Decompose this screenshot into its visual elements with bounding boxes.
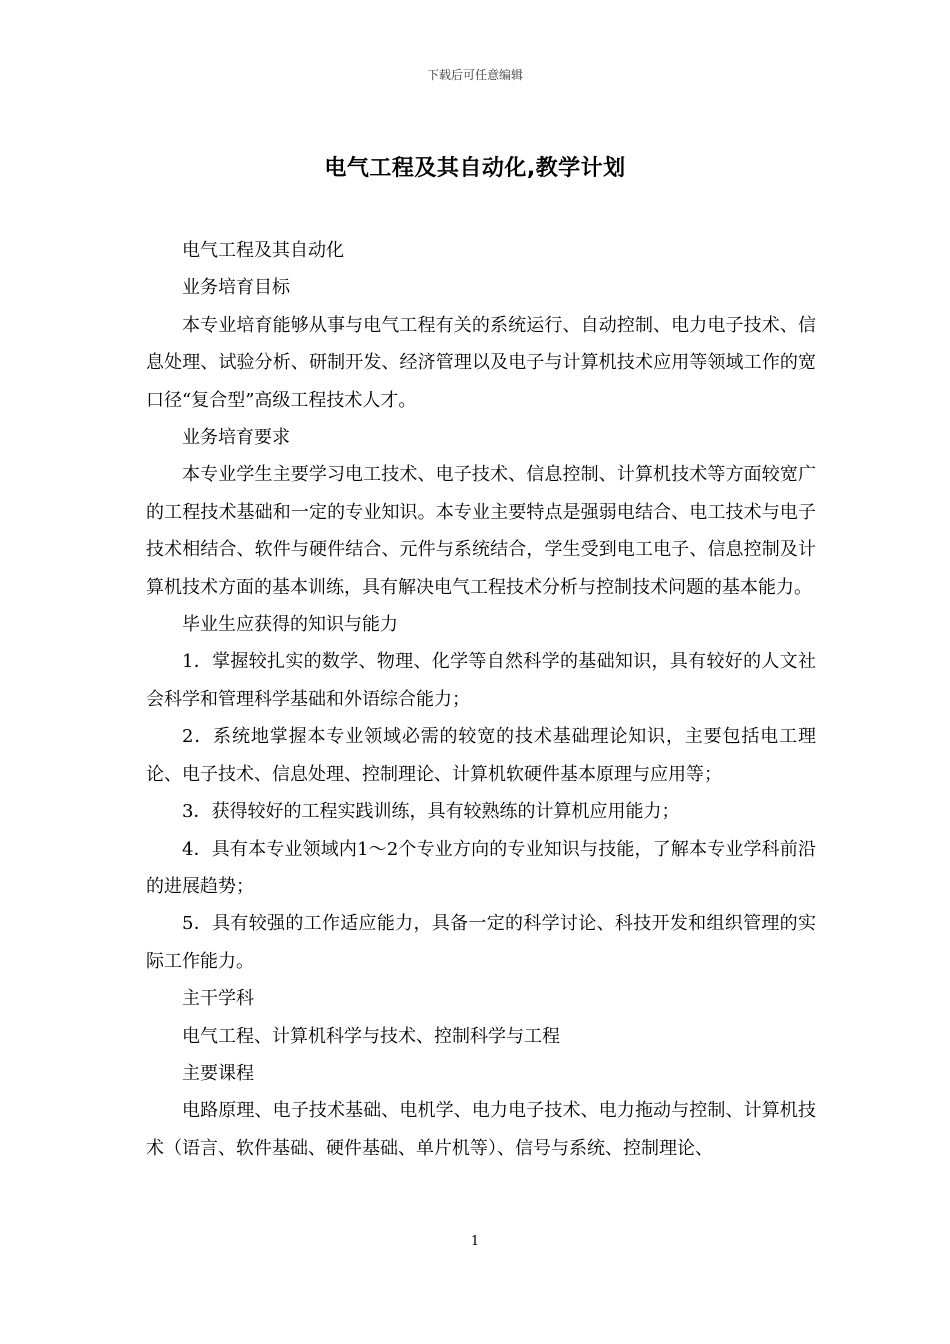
heading-training-requirements: 业务培育要求: [182, 427, 290, 449]
ability-item-3: 3．获得较好的工程实践训练，具有较熟练的计算机应用能力；: [182, 801, 680, 823]
paragraph-main-disciplines: 电气工程、计算机科学与技术、控制科学与工程: [182, 1025, 560, 1047]
paragraph-major-name: 电气工程及其自动化: [182, 240, 344, 261]
heading-graduate-abilities: 毕业生应获得的知识与能力: [182, 614, 398, 636]
page-header: 下载后可任意编辑: [426, 68, 523, 82]
paragraph-training-requirements: 本专业学生主要学习电工技术、电子技术、信息控制、计算机技术等方面较宽广的工程技术基础和一定的专业知识。本专业主要特点是强弱电结合、电工技术与电子技术相结合、软件与硬件结合、元件与系统结合，学生受到电工电子、信息控制及计算机技术方面的基本训练，具有解决电气工程技术分析与控制技术问题的基本能力。: [146, 464, 816, 598]
document-title: 电气工程及其自动化,教学计划: [324, 156, 626, 181]
paragraph-training-goal: 本专业培育能够从事与电气工程有关的系统运行、自动控制、电力电子技术、信息处理、试验分析、研制开发、经济管理以及电子与计算机技术应用等领域工作的宽口径“复合型”高级工程技术人才。: [146, 314, 816, 411]
ability-item-2: 2．系统地掌握本专业领域必需的较宽的技术基础理论知识，主要包括电工理论、电子技术、信息处理、控制理论、计算机软硬件基本原理与应用等；: [146, 726, 816, 785]
heading-training-goal: 业务培育目标: [182, 277, 290, 299]
paragraph-main-courses: 电路原理、电子技术基础、电机学、电力电子技术、电力拖动与控制、计算机技术（语言、软件基础、硬件基础、单片机等）、信号与系统、控制理论、: [146, 1100, 816, 1159]
document-body: [146, 232, 816, 1167]
ability-item-5: 5．具有较强的工作适应能力，具备一定的科学讨论、科技开发和组织管理的实际工作能力。: [146, 913, 816, 972]
ability-item-4: 4．具有本专业领域内1～2个专业方向的专业知识与技能，了解本专业学科前沿的进展趋势；: [146, 838, 816, 897]
page-number: 1: [470, 1234, 480, 1249]
ability-item-1: 1．掌握较扎实的数学、物理、化学等自然科学的基础知识，具有较好的人文社会科学和管理科学基础和外语综合能力；: [146, 651, 816, 710]
heading-main-courses: 主要课程: [182, 1062, 254, 1084]
heading-main-disciplines: 主干学科: [182, 988, 254, 1010]
